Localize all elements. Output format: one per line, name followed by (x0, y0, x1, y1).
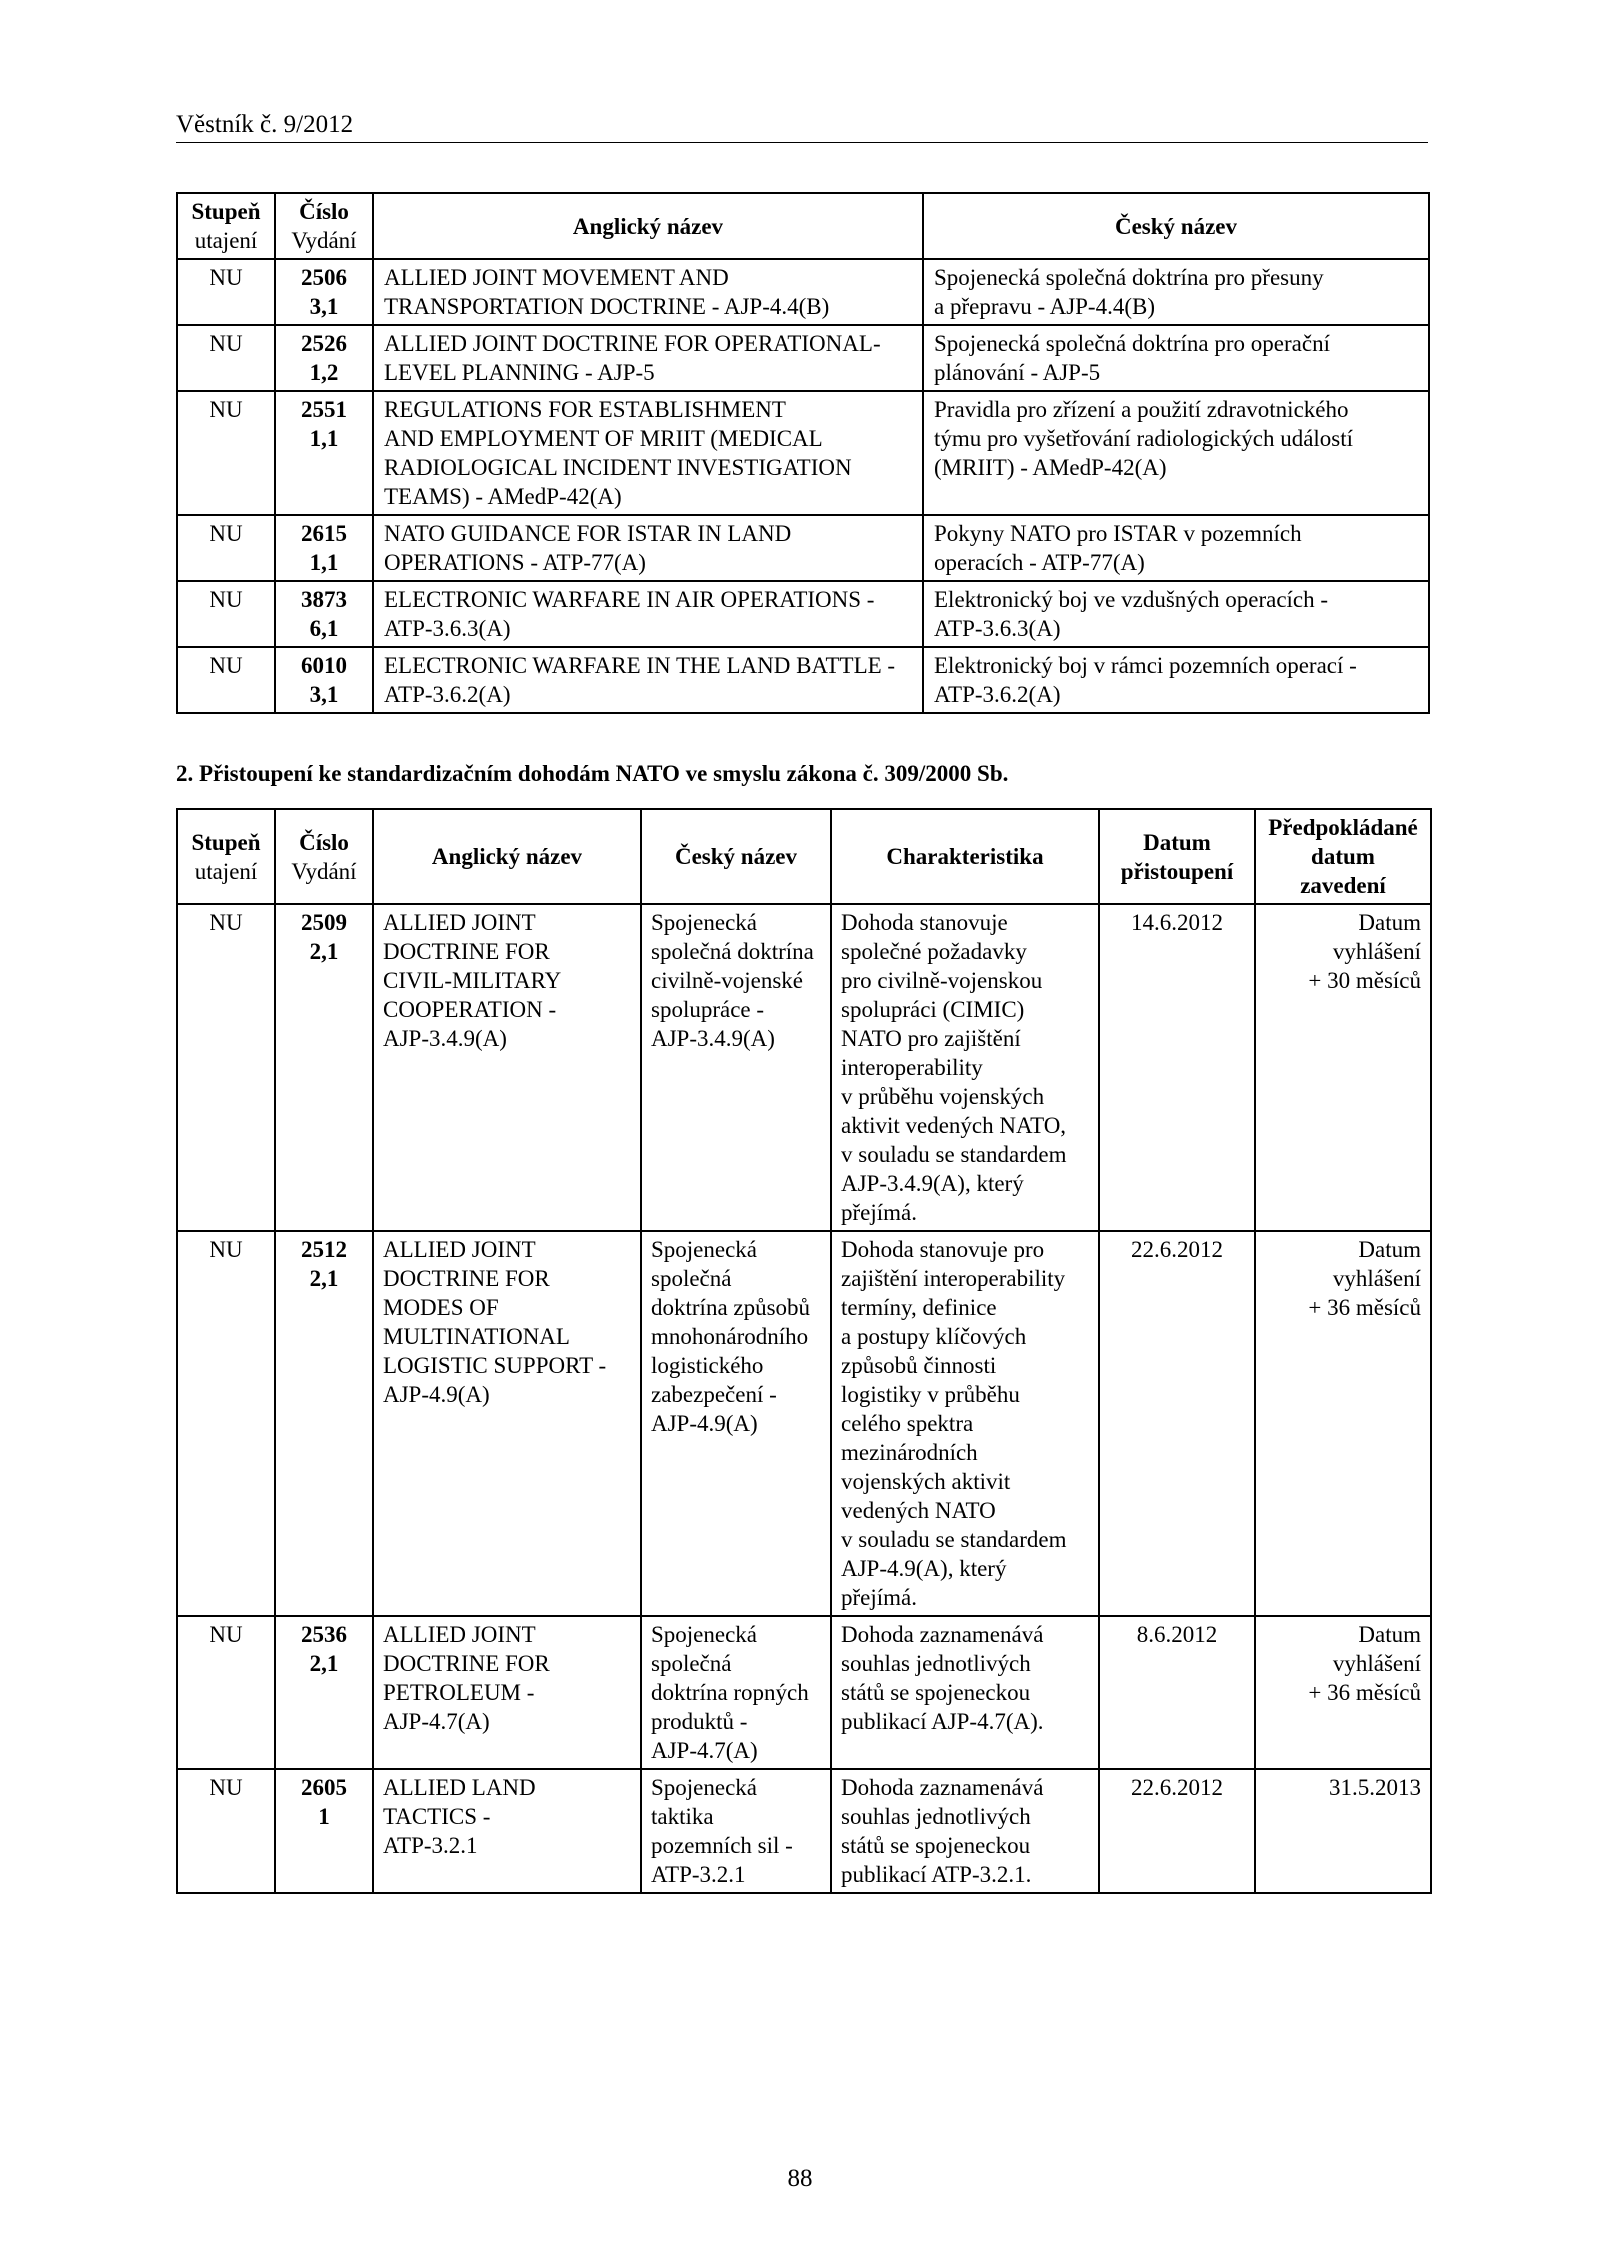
number-edition-cell (275, 904, 373, 1231)
header-czech-title: Český název (641, 809, 831, 904)
characteristic: Dohoda zaznamenává souhlas jednotlivých států se spojeneckou publikací AJP-4.7(A). (831, 1616, 1099, 1769)
section-heading: 2. Přistoupení ke standardizačním dohodám NATO ve smyslu zákona č. 309/2000 Sb. (176, 761, 1009, 786)
czech-title: Spojenecká společná doktrína civilně-vojenské spolupráce - AJP-3.4.9(A) (641, 904, 831, 1231)
header-accession-line2: přistoupení (1120, 858, 1234, 884)
page-header (176, 108, 1428, 143)
header-english-title: Anglický název (373, 809, 641, 904)
header-level-line2: utajení (194, 228, 258, 253)
stanag-number: 2605 (301, 1775, 347, 1800)
header-number-line2: Vydání (291, 858, 357, 884)
czech-title: Spojenecká společná doktrína ropných produktů - AJP-4.7(A) (641, 1616, 831, 1769)
header-expected-line2: datum zavedení (1300, 844, 1386, 898)
classification-level: NU (177, 259, 275, 325)
header-english-title: Anglický název (373, 193, 923, 259)
expected-date: Datum vyhlášení + 36 měsíců (1255, 1616, 1431, 1769)
edition: 1,1 (309, 550, 339, 575)
characteristic: Dohoda stanovuje společné požadavky pro civilně-vojenskou spolupráci (CIMIC) NATO pro zajištění interoperability v průběhu vojenských aktivit vedených NATO, v souladu se standardem AJP-3.4.9(A), který přejímá. (831, 904, 1099, 1231)
stanag-number: 2506 (301, 265, 347, 290)
number-edition-cell (275, 1769, 373, 1893)
stanag-number: 2526 (301, 331, 347, 356)
characteristic: Dohoda stanovuje pro zajištění interoperability termíny, definice a postupy klíčových způsobů činnosti logistiky v průběhu celého spektra mezinárodních vojenských aktivit vedených NATO v souladu se standardem AJP-4.9(A), který přejímá. (831, 1231, 1099, 1616)
table-row (177, 581, 1429, 647)
header-classification-level (177, 809, 275, 904)
english-title: ALLIED LAND TACTICS - ATP-3.2.1 (373, 1769, 641, 1893)
edition: 1 (318, 1804, 330, 1829)
characteristic: Dohoda zaznamenává souhlas jednotlivých států se spojeneckou publikací ATP-3.2.1. (831, 1769, 1099, 1893)
czech-title: Spojenecká společná doktrína pro operační plánování - AJP-5 (923, 325, 1429, 391)
edition: 3,1 (309, 294, 339, 319)
czech-title: Spojenecká společná doktrína pro přesuny a přepravu - AJP-4.4(B) (923, 259, 1429, 325)
header-number-line1: Číslo (299, 829, 349, 855)
czech-title: Elektronický boj v rámci pozemních operací - ATP-3.6.2(A) (923, 647, 1429, 713)
english-title: ELECTRONIC WARFARE IN THE LAND BATTLE - ATP-3.6.2(A) (373, 647, 923, 713)
stanag-number: 2551 (301, 397, 347, 422)
czech-title: Spojenecká společná doktrína způsobů mnohonárodního logistického zabezpečení - AJP-4.9(A) (641, 1231, 831, 1616)
bulletin-title: Věstník č. 9/2012 (176, 111, 354, 138)
edition: 3,1 (309, 682, 339, 707)
classification-level: NU (177, 904, 275, 1231)
header-level-line1: Stupeň (191, 829, 261, 855)
header-number-line1: Číslo (299, 199, 349, 224)
classification-level: NU (177, 1231, 275, 1616)
header-number-edition (275, 193, 373, 259)
accession-date: 22.6.2012 (1099, 1231, 1255, 1616)
czech-title: Elektronický boj ve vzdušných operacích - ATP-3.6.3(A) (923, 581, 1429, 647)
edition: 1,1 (309, 426, 339, 451)
table-row (177, 1769, 1431, 1893)
accession-date: 8.6.2012 (1099, 1616, 1255, 1769)
table-row (177, 259, 1429, 325)
header-number-line2: Vydání (291, 228, 357, 253)
header-accession-line1: Datum (1143, 829, 1211, 855)
header-czech-title: Český název (923, 193, 1429, 259)
czech-title: Pravidla pro zřízení a použití zdravotnického týmu pro vyšetřování radiologických událostí (MRIIT) - AMedP-42(A) (923, 391, 1429, 515)
table-row (177, 647, 1429, 713)
header-characteristic: Charakteristika (831, 809, 1099, 904)
classification-level: NU (177, 515, 275, 581)
classification-level: NU (177, 1616, 275, 1769)
header-level-line2: utajení (194, 858, 258, 884)
header-classification-level (177, 193, 275, 259)
accession-date: 14.6.2012 (1099, 904, 1255, 1231)
table-row (177, 1231, 1431, 1616)
number-edition-cell (275, 647, 373, 713)
stanag-number: 2536 (301, 1622, 347, 1647)
page-number: 88 (787, 2165, 813, 2192)
edition: 2,1 (309, 939, 339, 964)
edition: 1,2 (309, 360, 339, 385)
table-row (177, 1616, 1431, 1769)
header-number-edition (275, 809, 373, 904)
stanag-number: 2512 (301, 1237, 347, 1262)
classification-level: NU (177, 647, 275, 713)
english-title: ALLIED JOINT DOCTRINE FOR CIVIL-MILITARY COOPERATION - AJP-3.4.9(A) (373, 904, 641, 1231)
standards-table-1 (176, 192, 1430, 714)
standards-table-2 (176, 808, 1432, 1894)
number-edition-cell (275, 515, 373, 581)
czech-title: Pokyny NATO pro ISTAR v pozemních operacích - ATP-77(A) (923, 515, 1429, 581)
stanag-number: 6010 (301, 653, 347, 678)
english-title: NATO GUIDANCE FOR ISTAR IN LAND OPERATIONS - ATP-77(A) (373, 515, 923, 581)
edition: 6,1 (309, 616, 339, 641)
number-edition-cell (275, 1231, 373, 1616)
english-title: ALLIED JOINT DOCTRINE FOR OPERATIONAL- LEVEL PLANNING - AJP-5 (373, 325, 923, 391)
number-edition-cell (275, 391, 373, 515)
header-level-line1: Stupeň (191, 199, 261, 224)
classification-level: NU (177, 325, 275, 391)
edition: 2,1 (309, 1651, 339, 1676)
table-row (177, 325, 1429, 391)
english-title: REGULATIONS FOR ESTABLISHMENT AND EMPLOYMENT OF MRIIT (MEDICAL RADIOLOGICAL INCIDENT INVESTIGATION TEAMS) - AMedP-42(A) (373, 391, 923, 515)
header-accession-date (1099, 809, 1255, 904)
classification-level: NU (177, 1769, 275, 1893)
expected-date: Datum vyhlášení + 30 měsíců (1255, 904, 1431, 1231)
stanag-number: 3873 (301, 587, 347, 612)
stanag-number: 2509 (301, 910, 347, 935)
expected-date: Datum vyhlášení + 36 měsíců (1255, 1231, 1431, 1616)
accession-date: 22.6.2012 (1099, 1769, 1255, 1893)
expected-date: 31.5.2013 (1255, 1769, 1431, 1893)
classification-level: NU (177, 581, 275, 647)
number-edition-cell (275, 581, 373, 647)
english-title: ALLIED JOINT MOVEMENT AND TRANSPORTATION DOCTRINE - AJP-4.4(B) (373, 259, 923, 325)
english-title: ALLIED JOINT DOCTRINE FOR PETROLEUM - AJP-4.7(A) (373, 1616, 641, 1769)
english-title: ALLIED JOINT DOCTRINE FOR MODES OF MULTINATIONAL LOGISTIC SUPPORT - AJP-4.9(A) (373, 1231, 641, 1616)
number-edition-cell (275, 259, 373, 325)
edition: 2,1 (309, 1266, 339, 1291)
table-row (177, 391, 1429, 515)
header-expected-line1: Předpokládané (1268, 815, 1418, 840)
table-row (177, 515, 1429, 581)
stanag-number: 2615 (301, 521, 347, 546)
czech-title: Spojenecká taktika pozemních sil - ATP-3.2.1 (641, 1769, 831, 1893)
number-edition-cell (275, 1616, 373, 1769)
header-expected-date (1255, 809, 1431, 904)
number-edition-cell (275, 325, 373, 391)
table-row (177, 904, 1431, 1231)
classification-level: NU (177, 391, 275, 515)
english-title: ELECTRONIC WARFARE IN AIR OPERATIONS - ATP-3.6.3(A) (373, 581, 923, 647)
